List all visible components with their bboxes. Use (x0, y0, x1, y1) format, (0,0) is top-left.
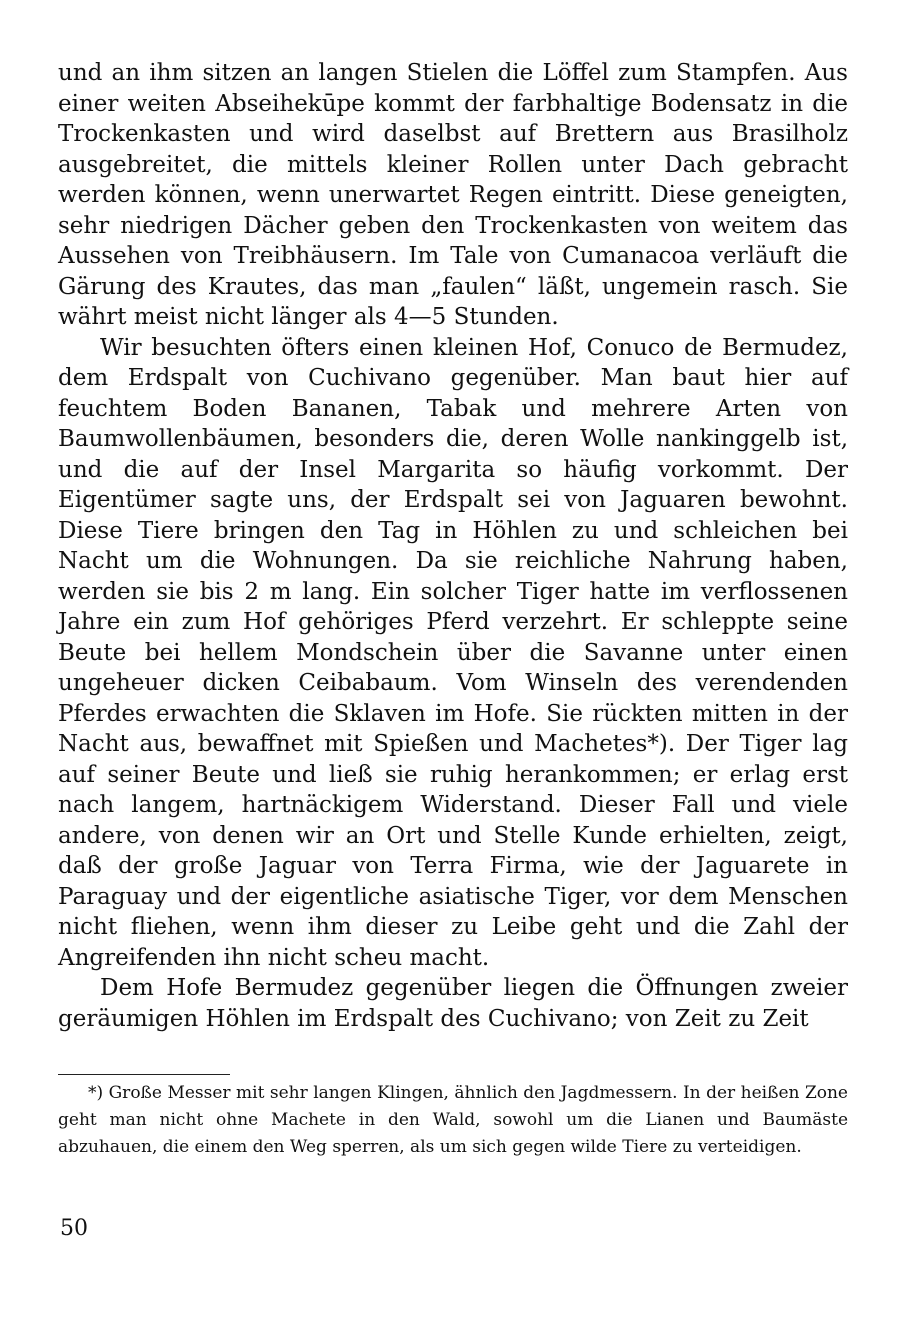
paragraph-1: und an ihm sitzen an langen Stielen die Löffel zum Stampfen. Aus einer weiten Abseihekūpe kommt der farbhaltige Bodensatz in die Trockenkasten und wird daselbst auf Brettern aus Brasilholz ausgebreitet, die mittels kleiner Rollen unter Dach gebracht werden können, wenn unerwartet Regen eintritt. Diese geneigten, sehr niedrigen Dächer geben den Trockenkasten von weitem das Aussehen von Treibhäusern. Im Tale von Cumanacoa verläuft die Gärung des Krautes, das man „faulen“ läßt, ungemein rasch. Sie währt meist nicht länger als 4—5 Stunden. (58, 60, 848, 330)
paragraph-2: Wir besuchten öfters einen kleinen Hof, Conuco de Bermudez, dem Erdspalt von Cuchivano gegenüber. Man baut hier auf feuchtem Boden Bananen, Tabak und mehrere Arten von Baumwollenbäumen, besonders die, deren Wolle nankinggelb ist, und die auf der Insel Margarita so häufig vorkommt. Der Eigentümer sagte uns, der Erdspalt sei von Jaguaren bewohnt. Diese Tiere bringen den Tag in Höhlen zu und schleichen bei Nacht um die Wohnungen. Da sie reichliche Nahrung haben, werden sie bis 2 m lang. Ein solcher Tiger hatte im verflossenen Jahre ein zum Hof gehöriges Pferd verzehrt. Er schleppte seine Beute bei hellem Mondschein über die Savanne unter einen ungeheuer dicken Ceibabaum. Vom Winseln des verendenden Pferdes erwachten die Sklaven im Hofe. Sie rückten mitten in der Nacht aus, bewaffnet mit Spießen und Machetes*). Der Tiger lag auf seiner Beute und ließ sie ruhig herankommen; er erlag erst nach langem, hartnäckigem Widerstand. Dieser Fall und viele andere, von denen wir an Ort und Stelle Kunde erhielten, zeigt, daß der große Jaguar von Terra Firma, wie der Jaguarete in Paraguay und der eigentliche asiatische Tiger, vor dem Menschen nicht fliehen, wenn ihm dieser zu Leibe geht und die Zahl der Angreifenden ihn nicht scheu macht. (58, 334, 848, 971)
footnote: *) Große Messer mit sehr langen Klingen, ähnlich den Jagdmessern. In der heißen Zone geht man nicht ohne Machete in den Wald, sowohl um die Lianen und Baumäste abzuhauen, die einem den Weg sperren, als um sich gegen wilde Tiere zu verteidigen. (58, 1083, 848, 1157)
page-number: 50 (60, 1216, 88, 1241)
main-text (58, 58, 848, 1034)
footnote-divider (58, 1074, 230, 1075)
paragraph-3: Dem Hofe Bermudez gegenüber liegen die Öffnungen zweier geräumigen Höhlen im Erdspalt des Cuchivano; von Zeit zu Zeit (58, 975, 848, 1032)
